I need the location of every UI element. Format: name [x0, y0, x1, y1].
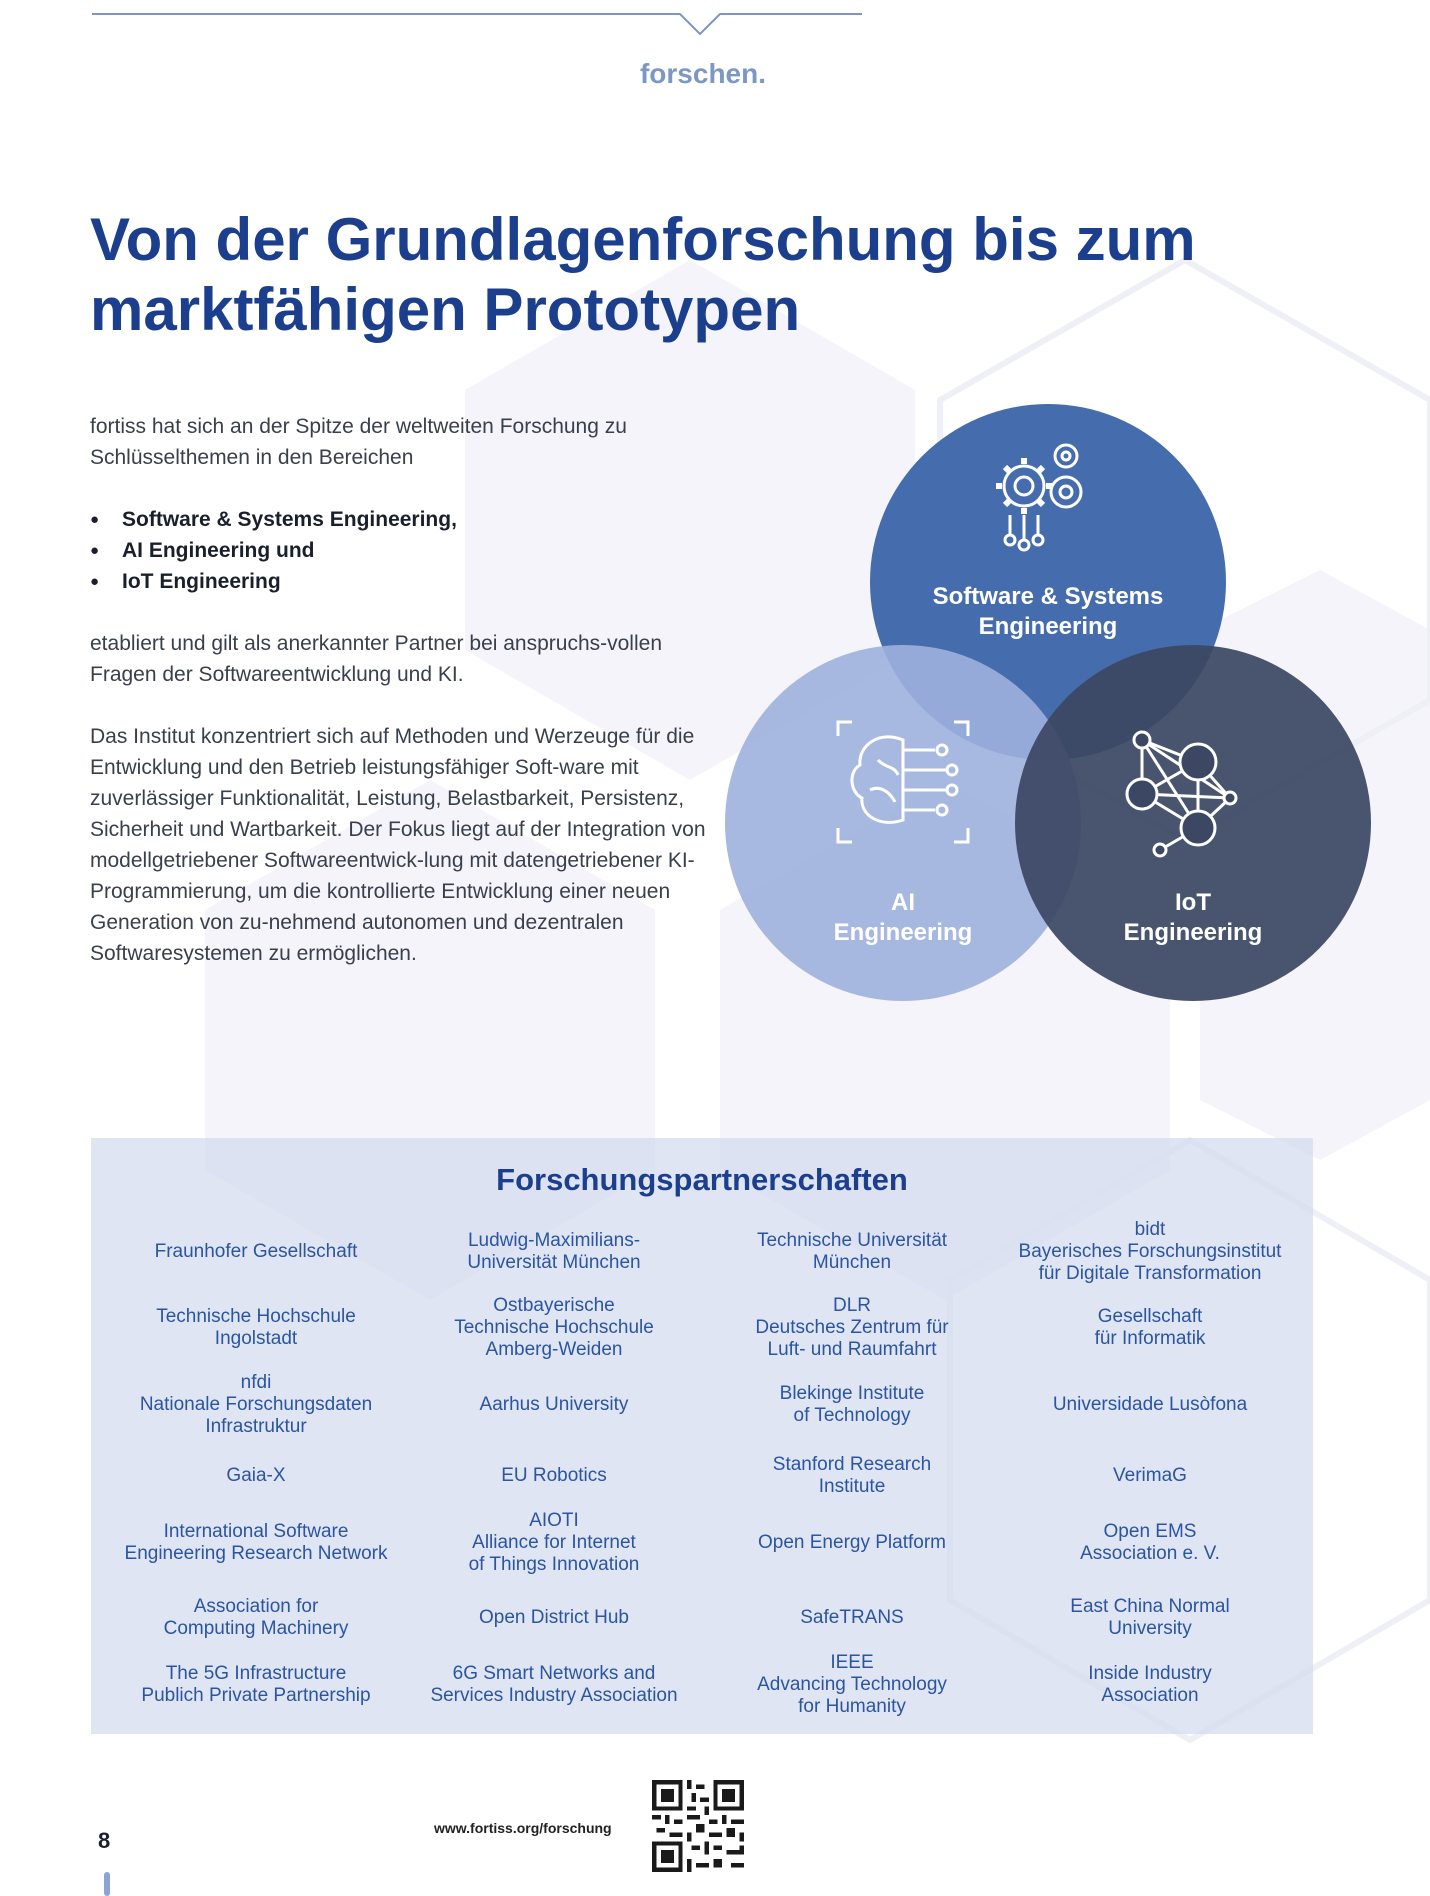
partner-item: 6G Smart Networks and Services Industry Association	[430, 1663, 678, 1706]
partner-item: Ostbayerische Technische Hochschule Amberg-Weiden	[454, 1295, 654, 1360]
partner-item: nfdi Nationale Forschungsdaten Infrastruktur	[139, 1372, 373, 1437]
institute-paragraph: Das Institut konzentriert sich auf Methoden und Werzeuge für die Entwicklung und den Betrieb leistungsfähiger Soft-ware mit zuverlässiger Funktionalität, Leistung, Belastbarkeit, Persistenz, Sicherheit und Wartbarkeit. Der Fokus liegt auf der Integration von modellgetriebener Softwareentwick-lung mit datengetriebener KI-Programmierung, um die kontrollierte Entwicklung einer neuen Generation von zu-nehmend autonomen und dezentralen Softwaresystemen zu ermöglichen.	[90, 725, 706, 965]
partner-item: Inside Industry Association	[1088, 1663, 1212, 1706]
partner-item: Universidade Lusòfona	[1052, 1394, 1248, 1415]
research-url-link[interactable]: www.fortiss.org/forschung	[434, 1820, 612, 1836]
section-label: forschen.	[639, 58, 767, 89]
research-areas-venn-diagram	[720, 400, 1380, 1020]
partner-item: DLR Deutsches Zentrum für Luft- und Raumfahrt	[755, 1295, 949, 1360]
venn-label-line: AI	[891, 889, 915, 916]
intro-lead: fortiss hat sich an der Spitze der weltweiten Forschung zu Schlüsselthemen in den Bereichen	[90, 415, 627, 469]
ai-engineering-label	[803, 888, 1003, 948]
intro-paragraph: etabliert und gilt als anerkannter Partner bei anspruchs-vollen Fragen der Softwareentwicklung und KI.	[90, 632, 662, 686]
partner-item: Ludwig-Maximilians- Universität München	[467, 1230, 641, 1273]
research-partners-panel	[91, 1138, 1313, 1734]
qr-code-icon	[652, 1780, 744, 1872]
list-item: ● AI Engineering und	[90, 535, 710, 566]
partner-item: EU Robotics	[501, 1465, 607, 1486]
list-item: ● Software & Systems Engineering,	[90, 504, 710, 535]
partner-item: Fraunhofer Gesellschaft	[154, 1241, 358, 1262]
partner-item: Technische Hochschule Ingolstadt	[156, 1306, 356, 1349]
partner-item: AIOTI Alliance for Internet of Things Innovation	[468, 1510, 640, 1575]
venn-label-line: Engineering	[978, 613, 1118, 640]
partner-item: SafeTRANS	[800, 1607, 904, 1628]
page-number: 8	[98, 1828, 111, 1853]
partner-item: Open Energy Platform	[758, 1532, 946, 1553]
venn-label-line: Software & Systems	[932, 583, 1164, 610]
venn-label-line: IoT	[1175, 889, 1211, 916]
intro-text	[90, 411, 710, 969]
list-item: ● IoT Engineering	[90, 566, 710, 597]
page-headline: Von der Grundlagenforschung bis zum marktfähigen Prototypen	[90, 206, 1196, 343]
partner-item: Gesellschaft für Informatik	[1094, 1306, 1206, 1349]
iot-engineering-label	[1093, 888, 1293, 948]
partner-item: Open District Hub	[479, 1607, 629, 1628]
focus-areas-list	[90, 504, 710, 597]
partner-item: Association for Computing Machinery	[163, 1596, 349, 1639]
partner-item: Stanford Research Institute	[772, 1454, 932, 1497]
venn-label-line: Engineering	[1123, 919, 1263, 946]
software-engineering-label	[898, 582, 1198, 642]
partner-item: East China Normal University	[1070, 1596, 1230, 1639]
partner-item: International Software Engineering Research Network	[124, 1521, 388, 1564]
partner-item: Technische Universität München	[756, 1230, 948, 1273]
partner-item: VerimaG	[1113, 1465, 1187, 1486]
page-marker-bar	[104, 1872, 110, 1896]
partner-item: Aarhus University	[479, 1394, 629, 1415]
partner-item: Gaia-X	[226, 1465, 286, 1486]
partner-item: IEEE Advancing Technology for Humanity	[757, 1652, 947, 1717]
partner-item: The 5G Infrastructure Publich Private Partnership	[141, 1663, 371, 1706]
venn-label-line: Engineering	[833, 919, 973, 946]
partners-title: Forschungspartnerschaften	[496, 1162, 908, 1197]
partner-item: bidt Bayerisches Forschungsinstitut für Digitale Transformation	[1018, 1219, 1282, 1284]
top-divider-line	[0, 0, 1430, 40]
partner-item: Open EMS Association e. V.	[1080, 1521, 1220, 1564]
partner-item: Blekinge Institute of Technology	[779, 1383, 925, 1426]
